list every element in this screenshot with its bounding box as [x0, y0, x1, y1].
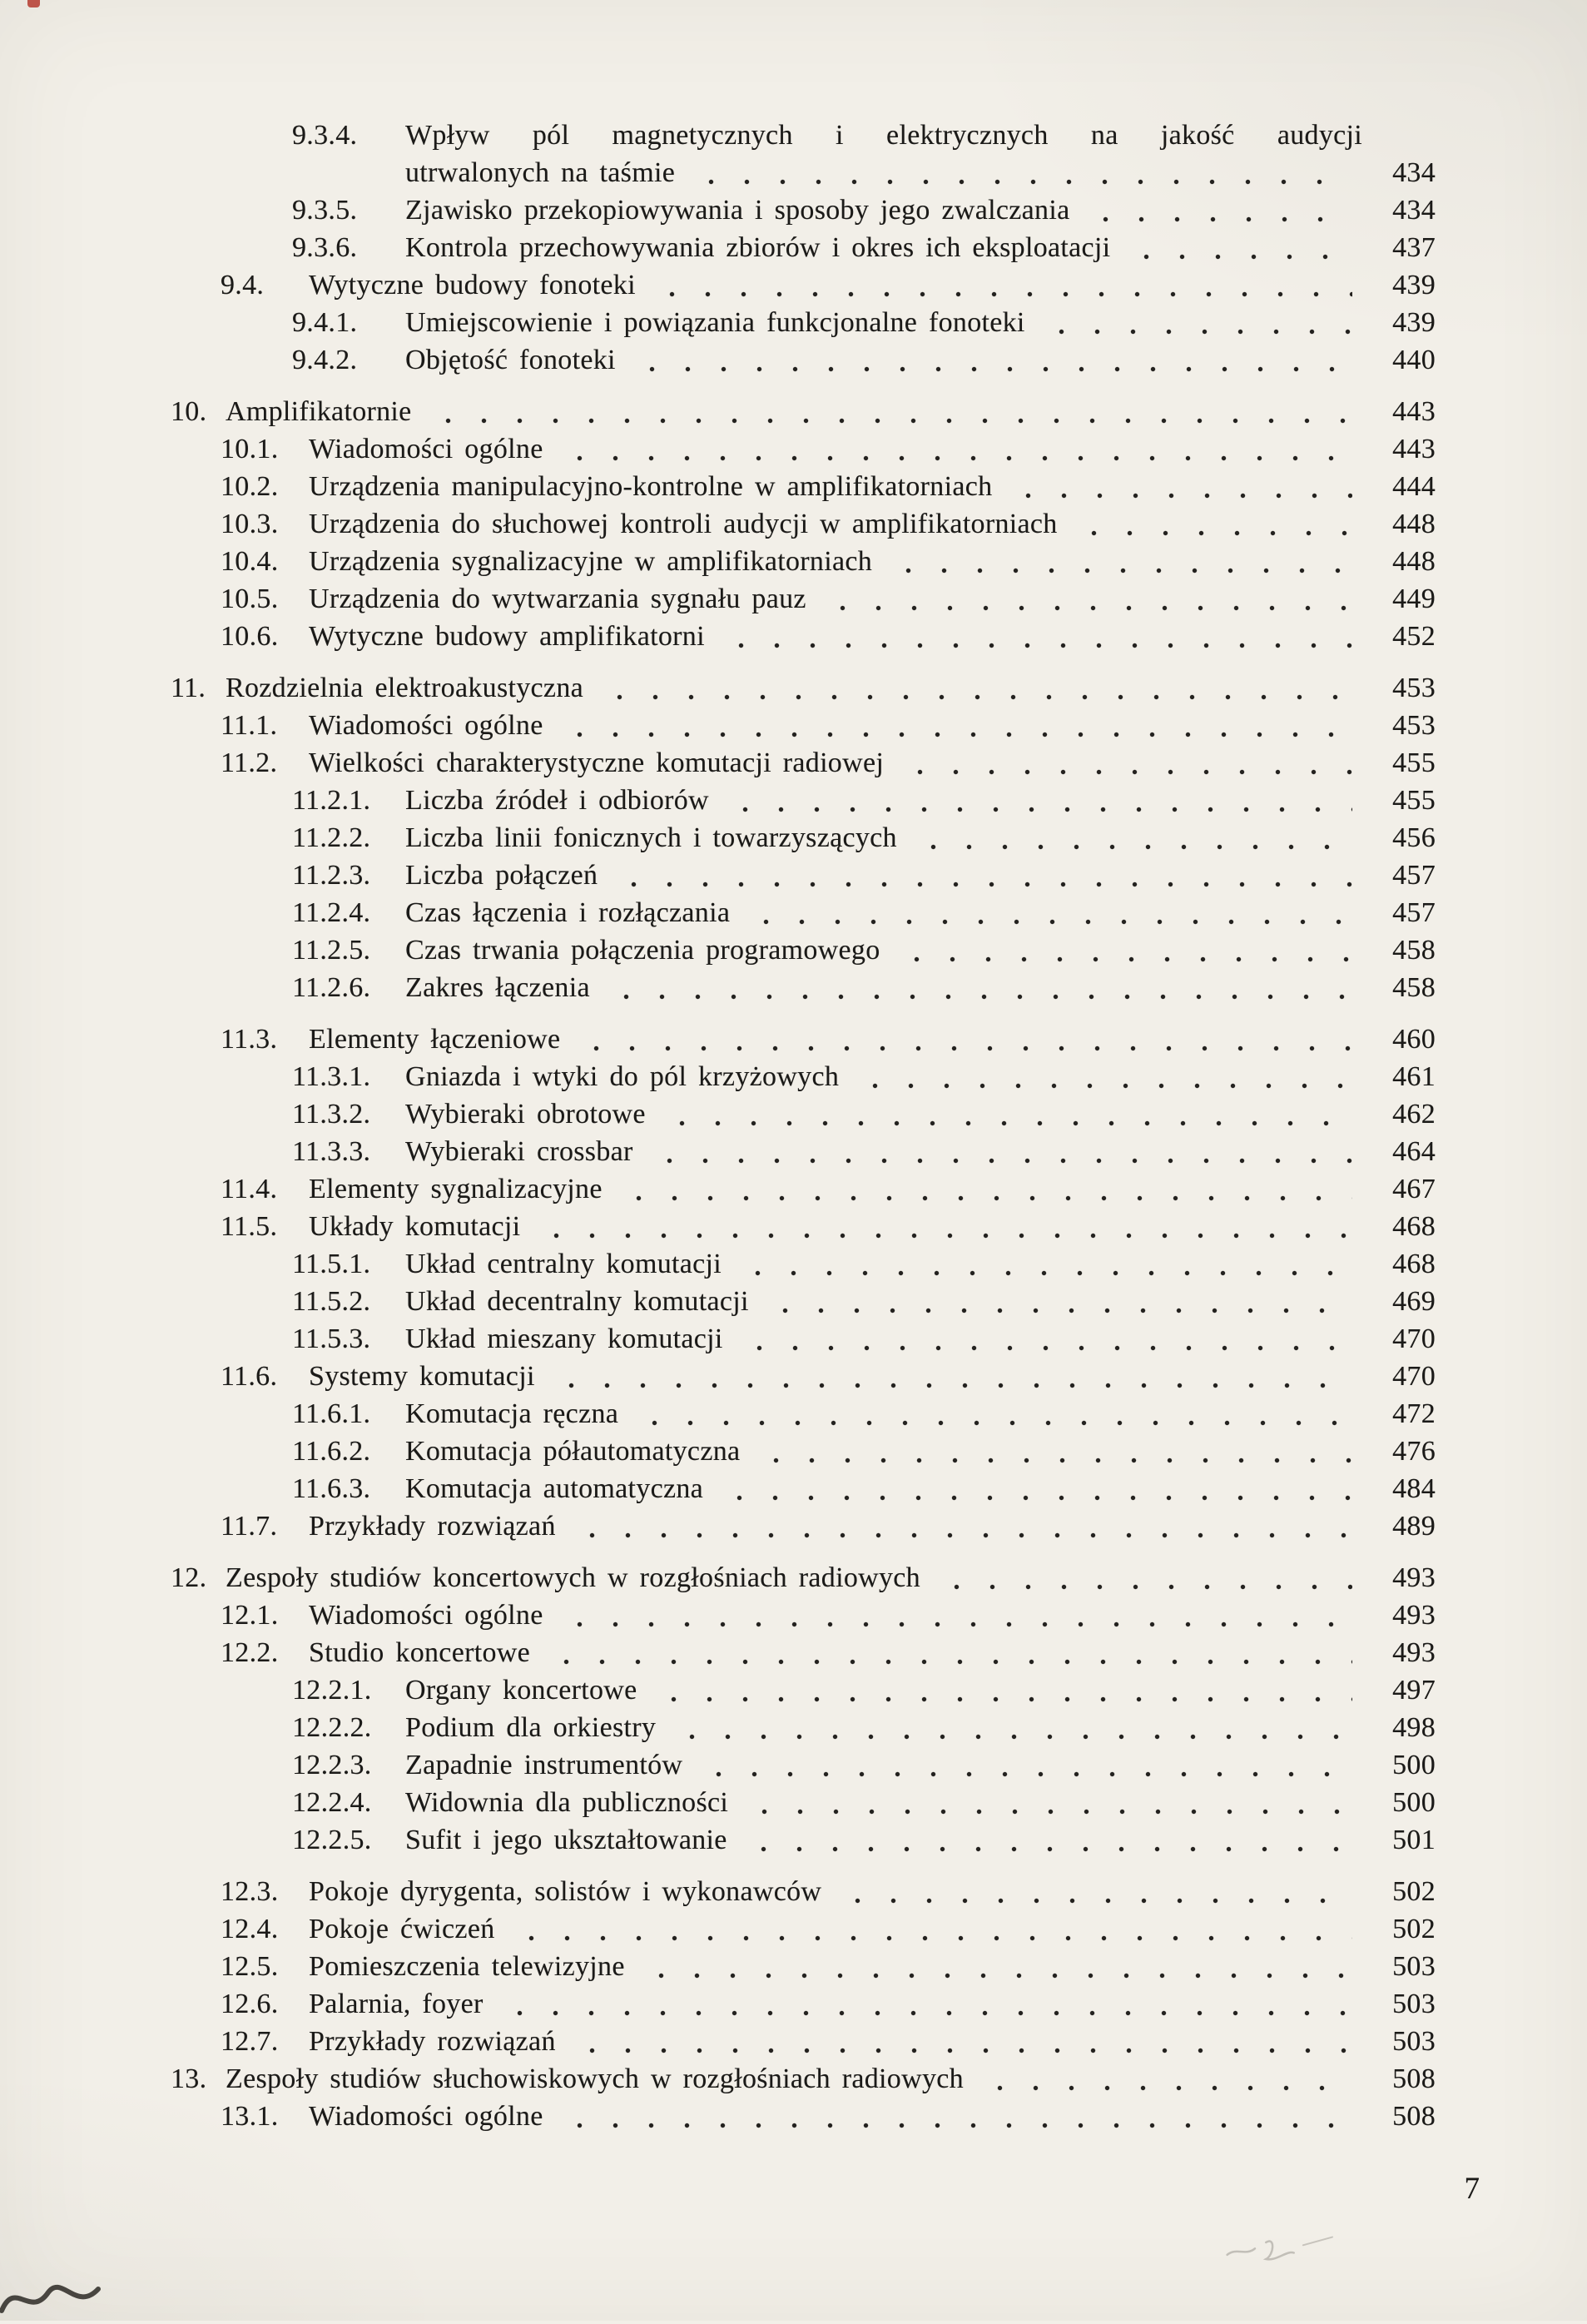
toc-entry-number: 13.	[171, 2063, 207, 2094]
toc-entry-number: 9.3.6.	[292, 232, 358, 263]
toc-entry-page: 468	[1392, 1249, 1436, 1279]
toc-entry	[221, 1020, 1436, 1058]
toc-entry-page: 460	[1392, 1024, 1436, 1055]
dot-leader	[493, 1985, 1352, 2023]
toc-entry-page: 455	[1392, 785, 1436, 816]
dot-leader	[666, 1709, 1352, 1746]
dot-leader	[1079, 191, 1352, 229]
toc-entry	[221, 1170, 1436, 1208]
toc-entry-title: Przykłady rozwiązań	[309, 1511, 556, 1542]
toc-entry-title: Liczba połączeń	[405, 860, 598, 891]
toc-entry-page: 497	[1392, 1675, 1436, 1706]
toc-entry	[221, 543, 1436, 580]
toc-entry	[292, 1821, 1436, 1859]
toc-entry-page: 501	[1392, 1825, 1436, 1855]
toc-entry	[221, 2098, 1436, 2135]
toc-entry-page: 448	[1392, 546, 1436, 577]
toc-entry	[292, 1746, 1436, 1784]
toc-entry-title: Układ mieszany komutacji	[405, 1323, 723, 1354]
toc-entry	[292, 1283, 1436, 1320]
dot-leader	[737, 1821, 1352, 1859]
toc-entry-number: 11.5.1.	[292, 1249, 371, 1279]
toc-entry-title: Komutacja ręczna	[405, 1398, 619, 1429]
toc-entry	[292, 782, 1436, 819]
toc-entry-number: 11.6.	[221, 1361, 278, 1392]
toc-entry-page	[1362, 117, 1436, 154]
toc-entry-page: 489	[1392, 1511, 1436, 1542]
toc-entry-page: 443	[1392, 434, 1436, 464]
toc-entry	[221, 707, 1436, 744]
dot-leader	[553, 1597, 1352, 1634]
toc-entry-page: 443	[1392, 396, 1436, 427]
toc-entry-title: Zakres łączenia	[405, 972, 590, 1003]
toc-entry-page: 493	[1392, 1562, 1436, 1593]
toc-entry-title: Wiadomości ogólne	[309, 710, 543, 741]
dot-leader	[849, 1058, 1352, 1095]
toc-entry-title: Wytyczne budowy amplifikatorni	[309, 621, 705, 652]
toc-entry-title: Liczba linii fonicznych i towarzyszących	[405, 822, 897, 853]
dot-leader	[566, 2023, 1352, 2060]
table-of-contents	[171, 117, 1436, 2135]
toc-entry-page: 493	[1392, 1637, 1436, 1668]
toc-entry-title: Zespoły studiów słuchowiskowych w rozgłośniach radiowych	[226, 2063, 964, 2094]
toc-entry-title: Pokoje ćwiczeń	[309, 1914, 495, 1944]
toc-entry	[221, 505, 1436, 543]
toc-entry	[292, 1133, 1436, 1170]
toc-entry-number: 11.2.6.	[292, 972, 371, 1003]
toc-entry-number: 10.	[171, 396, 207, 427]
dot-leader	[626, 341, 1352, 379]
toc-entry-page: 458	[1392, 972, 1436, 1003]
toc-entry	[221, 1634, 1436, 1671]
toc-entry-title: Urządzenia do słuchowej kontroli audycji w amplifikatorniach	[309, 509, 1058, 539]
toc-entry	[221, 1358, 1436, 1395]
toc-entry-number: 11.5.2.	[292, 1286, 371, 1317]
dot-leader	[759, 1283, 1352, 1320]
toc-entry-number: 9.3.5.	[292, 195, 358, 226]
toc-entry	[221, 1597, 1436, 1634]
toc-entry-page: 502	[1392, 1914, 1436, 1944]
toc-entry-number: 12.2.5.	[292, 1825, 372, 1855]
ink-squiggle-artifact	[0, 2271, 108, 2324]
toc-entry-number: 11.5.	[221, 1211, 278, 1242]
toc-entry-number: 11.6.2.	[292, 1436, 371, 1467]
toc-entry-title: Umiejscowienie i powiązania funkcjonalne fonoteki	[405, 307, 1025, 338]
toc-entry-page: 457	[1392, 860, 1436, 891]
toc-entry-page: 453	[1392, 710, 1436, 741]
toc-entry-number: 9.4.1.	[292, 307, 358, 338]
toc-entry-page: 508	[1392, 2063, 1436, 2094]
toc-entry	[292, 1058, 1436, 1095]
toc-entry-number: 12.2.	[221, 1637, 279, 1668]
toc-entry	[221, 580, 1436, 618]
toc-entry-number: 13.1.	[221, 2101, 279, 2132]
toc-entry-page: 444	[1392, 471, 1436, 502]
dot-leader	[593, 669, 1352, 707]
dot-leader	[890, 931, 1352, 969]
toc-entry	[292, 1709, 1436, 1746]
toc-entry-number: 10.5.	[221, 583, 279, 614]
toc-entry-number: 11.2.1.	[292, 785, 371, 816]
toc-entry-title: Wielkości charakterystyczne komutacji radiowej	[309, 747, 885, 778]
dot-leader	[647, 1671, 1352, 1709]
toc-entry-number: 9.4.2.	[292, 345, 358, 375]
toc-entry-title: Podium dla orkiestry	[405, 1712, 657, 1743]
toc-entry	[292, 1395, 1436, 1433]
toc-entry-page: 440	[1392, 345, 1436, 375]
dot-leader	[831, 1873, 1352, 1910]
toc-entry-number: 11.6.1.	[292, 1398, 371, 1429]
toc-entry	[221, 1985, 1436, 2023]
toc-entry-page: 467	[1392, 1174, 1436, 1204]
toc-entry	[171, 669, 1436, 707]
dot-leader	[505, 1910, 1352, 1948]
toc-entry-number: 12.5.	[221, 1951, 279, 1982]
toc-entry-page: 468	[1392, 1211, 1436, 1242]
toc-entry-page: 453	[1392, 673, 1436, 703]
toc-entry-page: 500	[1392, 1750, 1436, 1780]
toc-entry-title: Czas łączenia i rozłączania	[405, 897, 731, 928]
dot-leader	[566, 1507, 1352, 1545]
dot-leader	[750, 1433, 1352, 1470]
toc-entry	[292, 1784, 1436, 1821]
toc-entry-title: Liczba źródeł i odbiorów	[405, 785, 709, 816]
pencil-mark-artifact	[1222, 2223, 1342, 2272]
toc-entry-number: 12.7.	[221, 2026, 279, 2057]
toc-entry-page: 508	[1392, 2101, 1436, 2132]
toc-entry-page: 503	[1392, 1989, 1436, 2019]
toc-entry	[292, 931, 1436, 969]
toc-entry-page: 484	[1392, 1473, 1436, 1504]
toc-entry-page: 439	[1392, 307, 1436, 338]
dot-leader	[974, 2060, 1352, 2098]
toc-entry	[292, 304, 1436, 341]
dot-leader	[733, 1320, 1352, 1358]
toc-entry-page: 434	[1392, 157, 1436, 188]
toc-entry	[221, 468, 1436, 505]
toc-entry	[221, 430, 1436, 468]
toc-entry	[171, 1559, 1436, 1597]
dot-leader	[1120, 229, 1352, 266]
dot-leader	[732, 1245, 1352, 1283]
toc-entry	[292, 229, 1436, 266]
toc-entry	[292, 1470, 1436, 1507]
toc-entry-title: Pomieszczenia telewizyjne	[309, 1951, 625, 1982]
dot-leader	[1068, 505, 1352, 543]
toc-entry-page: 470	[1392, 1361, 1436, 1392]
dot-leader	[612, 1170, 1352, 1208]
toc-entry-title: Czas trwania połączenia programowego	[405, 935, 880, 966]
dot-leader	[553, 2098, 1352, 2135]
toc-entry-number: 12.	[171, 1562, 207, 1593]
toc-entry-number: 11.2.3.	[292, 860, 371, 891]
toc-entry-number: 12.2.2.	[292, 1712, 372, 1743]
toc-entry	[221, 1948, 1436, 1985]
toc-entry	[292, 1095, 1436, 1133]
toc-entry-page: 439	[1392, 270, 1436, 300]
toc-entry-number: 11.6.3.	[292, 1473, 371, 1504]
dot-leader	[635, 1948, 1352, 1985]
toc-entry-title: utrwalonych na taśmie	[405, 157, 676, 188]
toc-entry-number: 12.1.	[221, 1600, 279, 1631]
dot-leader	[930, 1559, 1352, 1597]
toc-entry-title: Układ decentralny komutacji	[405, 1286, 749, 1317]
toc-entry-title: Wiadomości ogólne	[309, 2101, 543, 2132]
toc-entry-number: 11.2.5.	[292, 935, 371, 966]
toc-entry-number: 11.2.2.	[292, 822, 371, 853]
dot-leader	[692, 1746, 1352, 1784]
toc-entry-title: Palarnia, foyer	[309, 1989, 484, 2019]
toc-entry-number: 10.2.	[221, 471, 279, 502]
toc-entry-number: 12.2.1.	[292, 1675, 372, 1706]
toc-entry	[292, 1433, 1436, 1470]
toc-entry	[171, 393, 1436, 430]
toc-entry-number: 12.4.	[221, 1914, 279, 1944]
toc-entry-title: Kontrola przechowywania zbiorów i okres ich eksploatacji	[405, 232, 1111, 263]
dot-leader	[570, 1020, 1352, 1058]
dot-leader	[1035, 304, 1352, 341]
toc-entry-title: Sufit i jego ukształtowanie	[405, 1825, 727, 1855]
toc-entry-page: 461	[1392, 1061, 1436, 1092]
toc-entry	[292, 191, 1436, 229]
toc-entry-page: 457	[1392, 897, 1436, 928]
toc-entry-title: Urządzenia do wytwarzania sygnału pauz	[309, 583, 806, 614]
toc-entry-page: 456	[1392, 822, 1436, 853]
toc-entry-title: Urządzenia sygnalizacyjne w amplifikatorniach	[309, 546, 873, 577]
dot-leader	[715, 618, 1352, 655]
toc-entry	[221, 2023, 1436, 2060]
toc-entry-title: Wybieraki obrotowe	[405, 1099, 646, 1130]
toc-entry-page: 500	[1392, 1787, 1436, 1818]
toc-entry-number: 11.3.	[221, 1024, 278, 1055]
dot-leader	[530, 1208, 1352, 1245]
toc-entry-page: 458	[1392, 935, 1436, 966]
toc-entry-number: 12.3.	[221, 1876, 279, 1907]
toc-entry	[221, 1507, 1436, 1545]
dot-leader	[738, 1784, 1352, 1821]
toc-entry	[292, 857, 1436, 894]
toc-entry-number: 9.4.	[221, 270, 265, 300]
toc-entry-number: 11.4.	[221, 1174, 278, 1204]
toc-entry-title: Systemy komutacji	[309, 1361, 535, 1392]
toc-entry	[292, 1320, 1436, 1358]
toc-entry	[292, 819, 1436, 857]
toc-entry-title: Elementy łączeniowe	[309, 1024, 561, 1055]
toc-entry-title: Widownia dla publiczności	[405, 1787, 729, 1818]
toc-entry-number: 12.2.4.	[292, 1787, 372, 1818]
toc-entry-number: 11.5.3.	[292, 1323, 371, 1354]
toc-entry	[292, 894, 1436, 931]
toc-entry-title: Urządzenia manipulacyjno-kontrolne w amplifikatorniach	[309, 471, 993, 502]
toc-entry-number: 11.1.	[221, 710, 278, 741]
dot-leader	[656, 1095, 1352, 1133]
toc-entry-page: 472	[1392, 1398, 1436, 1429]
toc-entry-title: Gniazda i wtyki do pól krzyżowych	[405, 1061, 840, 1092]
toc-entry	[171, 2060, 1436, 2098]
toc-entry-number: 11.2.	[221, 747, 278, 778]
toc-entry-number: 9.3.4.	[292, 120, 358, 151]
dot-leader	[882, 543, 1352, 580]
toc-entry-page: 448	[1392, 509, 1436, 539]
toc-entry-number: 11.2.4.	[292, 897, 371, 928]
toc-entry-page: 464	[1392, 1136, 1436, 1167]
toc-entry	[292, 341, 1436, 379]
toc-entry-number: 12.2.3.	[292, 1750, 372, 1780]
toc-entry	[292, 117, 1436, 154]
toc-entry-number: 10.4.	[221, 546, 279, 577]
toc-entry-title: Wiadomości ogólne	[309, 434, 543, 464]
toc-entry-page: 476	[1392, 1436, 1436, 1467]
toc-entry-number: 11.3.2.	[292, 1099, 371, 1130]
toc-entry	[221, 1910, 1436, 1948]
toc-entry-title: Wytyczne budowy fonoteki	[309, 270, 636, 300]
toc-entry	[221, 618, 1436, 655]
toc-entry-number: 11.	[171, 673, 206, 703]
toc-entry-number: 10.6.	[221, 621, 279, 652]
toc-entry-title: Układy komutacji	[309, 1211, 521, 1242]
dot-leader	[422, 393, 1352, 430]
toc-entry	[221, 266, 1436, 304]
toc-entry-title: Amplifikatornie	[226, 396, 412, 427]
toc-entry-page: 455	[1392, 747, 1436, 778]
toc-entry-page: 470	[1392, 1323, 1436, 1354]
toc-entry-page: 503	[1392, 1951, 1436, 1982]
dot-leader	[907, 819, 1352, 857]
dot-leader	[816, 580, 1352, 618]
dot-leader	[608, 857, 1352, 894]
toc-entry-title: Wiadomości ogólne	[309, 1600, 543, 1631]
dot-leader	[545, 1358, 1352, 1395]
toc-entry-number: 11.3.3.	[292, 1136, 371, 1167]
toc-entry-title: Wpływ pól magnetycznych i elektrycznych na jakość audycji	[405, 120, 1362, 151]
dot-leader	[553, 707, 1352, 744]
toc-entry-number: 11.3.1.	[292, 1061, 371, 1092]
dot-leader	[1002, 468, 1352, 505]
toc-entry-page: 493	[1392, 1600, 1436, 1631]
toc-entry-page: 498	[1392, 1712, 1436, 1743]
toc-entry-number: 10.3.	[221, 509, 279, 539]
toc-entry-continuation	[292, 154, 1436, 191]
toc-entry-title: Zjawisko przekopiowywania i sposoby jego zwalczania	[405, 195, 1070, 226]
toc-entry-number: 11.7.	[221, 1511, 278, 1542]
toc-entry-title: Zespoły studiów koncertowych w rozgłośniach radiowych	[226, 1562, 920, 1593]
red-ink-artifact	[27, 0, 40, 7]
dot-leader	[643, 1133, 1352, 1170]
toc-entry-title: Wybieraki crossbar	[405, 1136, 633, 1167]
toc-entry-number: 10.1.	[221, 434, 279, 464]
toc-entry-page: 469	[1392, 1286, 1436, 1317]
toc-entry-title: Układ centralny komutacji	[405, 1249, 722, 1279]
toc-entry	[221, 1873, 1436, 1910]
toc-entry-page: 437	[1392, 232, 1436, 263]
toc-entry-page: 452	[1392, 621, 1436, 652]
toc-entry-title: Przykłady rozwiązań	[309, 2026, 556, 2057]
toc-entry	[292, 1245, 1436, 1283]
toc-entry	[221, 744, 1436, 782]
dot-leader	[540, 1634, 1352, 1671]
page-number: 7	[1464, 2172, 1480, 2206]
toc-entry	[221, 1208, 1436, 1245]
dot-leader	[894, 744, 1352, 782]
toc-entry-page: 449	[1392, 583, 1436, 614]
toc-entry-title: Elementy sygnalizacyjne	[309, 1174, 603, 1204]
toc-entry-page: 503	[1392, 2026, 1436, 2057]
toc-entry	[292, 969, 1436, 1006]
toc-entry-page: 434	[1392, 195, 1436, 226]
toc-entry	[292, 1671, 1436, 1709]
dot-leader	[740, 894, 1352, 931]
toc-entry-title: Objętość fonoteki	[405, 345, 616, 375]
toc-entry-title: Studio koncertowe	[309, 1637, 530, 1668]
toc-entry-number: 12.6.	[221, 1989, 279, 2019]
toc-entry-title: Zapadnie instrumentów	[405, 1750, 683, 1780]
dot-leader	[628, 1395, 1352, 1433]
toc-entry-title: Komutacja półautomatyczna	[405, 1436, 741, 1467]
dot-leader	[553, 430, 1352, 468]
toc-entry-title: Komutacja automatyczna	[405, 1473, 704, 1504]
toc-entry-title: Pokoje dyrygenta, solistów i wykonawców	[309, 1876, 822, 1907]
dot-leader	[713, 1470, 1352, 1507]
dot-leader	[600, 969, 1352, 1006]
toc-entry-page: 502	[1392, 1876, 1436, 1907]
dot-leader	[719, 782, 1352, 819]
dot-leader	[685, 154, 1352, 191]
toc-entry-title: Rozdzielnia elektroakustyczna	[226, 673, 584, 703]
toc-entry-title: Organy koncertowe	[405, 1675, 637, 1706]
toc-entry-page: 462	[1392, 1099, 1436, 1130]
dot-leader	[646, 266, 1352, 304]
